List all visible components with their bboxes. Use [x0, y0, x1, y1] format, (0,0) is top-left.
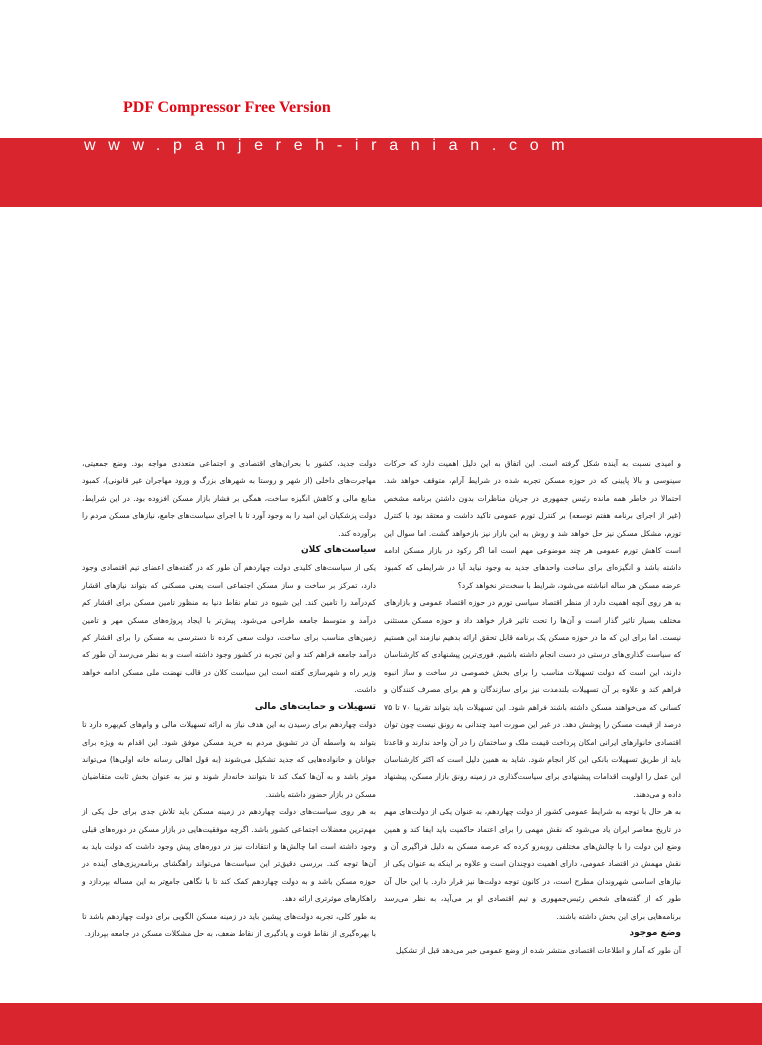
pdf-compressor-watermark: PDF Compressor Free Version: [123, 99, 331, 116]
site-url: www.panjereh-iranian.com: [84, 137, 578, 154]
paragraph: به طور کلی، تجربه دولت‌های پیشین باید در زمینه مسکن الگویی برای دولت چهاردهم باشد تا با بهره‌گیری از نقاط قوت و یادگیری از نقاط ضعف، به حل مشکلات مسکن در جامعه بپردازد.: [82, 911, 376, 938]
section-heading: تسهیلات و حمایت‌های مالی: [254, 701, 376, 712]
paragraph: آن طور که آمار و اطلاعات اقتصادی منتشر شده از وضع عمومی خبر می‌دهد قبل از تشکیل: [395, 946, 681, 956]
article-column-left: [82, 455, 376, 942]
article-column-right: [384, 455, 681, 960]
paragraph: به هر حال با توجه به شرایط عمومی کشور از دولت چهاردهم، به عنوان یکی از دولت‌های مهم در تاریخ معاصر ایران یاد می‌شود که نقش مهمی را برای اعتماد حاکمیت باید ایفا کند و همین وضع این دولت را با چالش‌های مختلفی روبه‌رو کرده که عرصه مسکن به دلیل فراگیری آن و نقش مهمش در اقتصاد عمومی، دارای اهمیت دوچندان است و علاوه بر اینکه به عنوان یکی از نیازهای اساسی شهروندان مطرح است، در کانون توجه دولت‌ها نیز قرار دارد. با این حال آن طور که از گفته‌های شخص رئیس‌جمهوری و تیم اقتصادی او بر می‌آید، به نظر می‌رسد برنامه‌هایی برای این بخش داشته باشند.: [384, 807, 681, 921]
footer-band: [0, 1003, 762, 1045]
paragraph: به هر روی سیاست‌های دولت چهاردهم در زمینه مسکن باید تلاش جدی برای حل یکی از مهم‌ترین معضلات اجتماعی کشور باشد. اگرچه موفقیت‌هایی در بازار مسکن در دوره‌های قبلی وجود داشته است اما چالش‌ها و انتقادات نیز در دوره‌های پیش وجود داشت که دولت باید به آن‌ها توجه کند. بررسی دقیق‌تر این سیاست‌ها می‌تواند راهگشای برنامه‌ریزی‌های آینده در حوزه مسکن باشد و به دولت چهاردهم کمک کند تا با نگاهی جامع‌تر به این مساله بپردازد و راهکارهای موثرتری ارائه دهد.: [82, 807, 376, 904]
paragraph: دولت جدید، کشور با بحران‌های اقتصادی و اجتماعی متعددی مواجه بود. وضع جمعیتی، مهاجرت‌های داخلی (از شهر و روستا به شهرهای بزرگ و ورود مهاجران غیر قانونی)، کمبود منابع مالی و کاهش انگیزه ساخت، همگی بر فشار بازار مسکن افزوده بود. در این شرایط، دولت پزشکیان این امید را به وجود آورد تا با اجرای سیاست‌های جامع، نیازهای مسکن مردم را برآورده کند.: [82, 459, 376, 538]
paragraph: دولت چهاردهم برای رسیدن به این هدف نیاز به ارائه تسهیلات مالی و وام‌های کم‌بهره دارد تا بتواند به واسطه آن در تشویق مردم به خرید مسکن موفق شود. این اقدام به ویژه برای جوانان و خانواده‌هایی که جدید تشکیل می‌شوند (به قول اهالی رسانه خانه اولی‌ها) می‌تواند موثر باشد و به آن‌ها کمک کند تا بتوانند خانه‌دار شوند و نیز به عنوان بخش ثابت متقاضیان مسکن در بازار حضور داشته باشند.: [82, 720, 376, 799]
paragraph: به هر روی آنچه اهمیت دارد از منظر اقتصاد سیاسی تورم در حوزه اقتصاد عمومی و بازارهای مختلف بسیار تاثیر گذار است و آن‌ها را تحت تاثیر قرار خواهد داد و حوزه مسکن مستثنی نیست. اما برای این که ما در حوزه مسکن یک برنامه قابل تحقق ارائه بدهیم نیازمند این هستیم که سیاست گذاری‌های درستی در دست انجام داشته باشیم. فوری‌ترین پیشنهادی که کارشناسان دارند، این است که دولت تسهیلات مناسب را برای بخش خصوصی در ساخت و ساز انبوه فراهم کند و علاوه بر آن تسهیلات بلندمدت نیز برای سازندگان و هم برای مصرف کنندگان و کسانی که می‌خواهند مسکن داشته باشند فراهم شود. این تسهیلات باید بتواند تقریبا ۷۰ تا ۷۵ درصد از قیمت مسکن را پوشش دهد. در غیر این صورت امید چندانی به رونق نیست چون توان اقتصادی خانوارهای ایرانی امکان پرداخت قیمت ملک و ساختمان را در آن واحد ندارند و قاعدتا باید از طریق تسهیلات بانکی این کار انجام شود. شاید به همین دلیل است که اکثر کارشناسان این عمل را اولویت اقدامات پیشنهادی برای سیاست‌گذاری در زمینه رونق بازار مسکن، پیشنهاد داده و می‌دهند.: [384, 598, 681, 799]
paragraph: یکی از سیاست‌های کلیدی دولت چهاردهم آن طور که در گفته‌های اعضای تیم اقتصادی وجود دارد، تمرکز بر ساخت و ساز مسکن اجتماعی است یعنی مسکنی که بتواند نیازهای اقشار کم‌درآمد را تامین کند. این شیوه در تمام نقاط دنیا به منظور تامین مسکن برای اقشار کم درآمد و متوسط جامعه طراحی می‌شود. پیش‌تر با ایجاد پروژه‌های مسکن مهر و تامین زمین‌های مناسب برای ساخت، دولت سعی کرده تا دسترسی به مسکن را برای اقشار کم درآمد جامعه فراهم کند و این تجربه در کشور وجود داشته است و به نظر می‌رسد آن طور که وزیر راه و شهرسازی گفته است این سیاست کلان در قالب نهضت ملی مسکن ادامه خواهد داشت.: [82, 563, 376, 695]
section-heading: وضع موجود: [629, 927, 681, 938]
section-heading: سیاست‌های کلان: [300, 545, 376, 556]
paragraph: و امیدی نسبت به آینده شکل گرفته است. این اتفاق به این دلیل اهمیت دارد که حرکات سینوسی و بالا پایینی که در حوزه مسکن تجربه شده در شرایط آرام، متوقف خواهد شد. احتمالا در خاطر همه مانده رئیس جمهوری در جریان مناظرات بدون داشتن برنامه مشخص (غیر از اجرای برنامه هفتم توسعه) بر کنترل تورم عمومی تاکید داشت و معتقد بود با کنترل تورم، مشکل مسکن نیز حل خواهد شد و روش به این بازار نیز بازخواهد گشت. اما سوال این است کاهش تورم عمومی هر چند موضوعی مهم است اما اگر رکود در بازار مسکن ادامه داشته باشد و انگیزه‌ای برای ساخت واحدهای جدید به وجود نیاید آیا در شرایطی که کمبود عرضه مسکن هر ساله انباشته می‌شود، شرایط با سخت‌تر نخواهد کرد؟: [384, 459, 681, 590]
